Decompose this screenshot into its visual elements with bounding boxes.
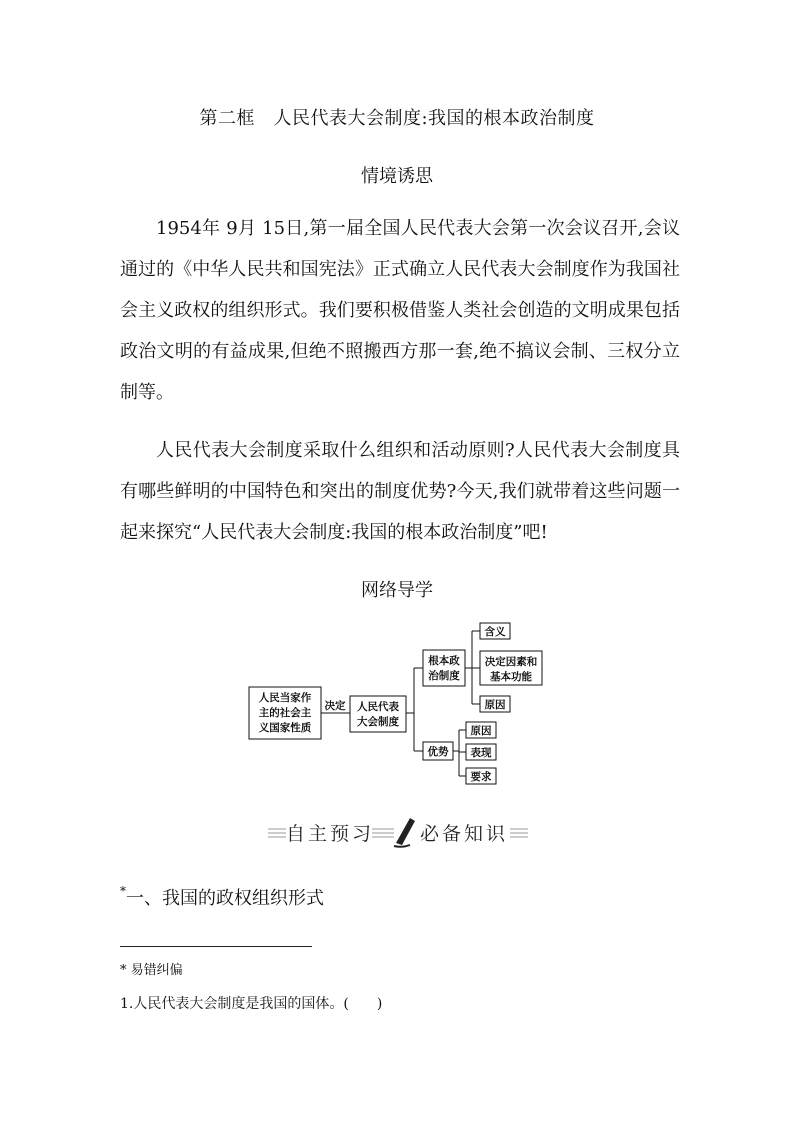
center-line-2: 大会制度 (357, 716, 399, 728)
footnote-divider (120, 946, 312, 947)
decides-label: 决定 (324, 700, 346, 712)
leaf-requirement: 要求 (470, 771, 492, 783)
guide-heading: 网络导学 (361, 580, 433, 601)
knowledge-network-diagram (240, 618, 560, 788)
center-line-1: 人民代表 (357, 701, 399, 713)
banner-right-text: 必备知识 (419, 823, 509, 845)
banner-left-text: 自主预习 (285, 823, 375, 845)
leaf-meaning: 含义 (484, 626, 506, 638)
pen-icon (394, 818, 415, 847)
scenario-paragraph-1: 1954年 9月 15日,第一届全国人民代表大会第一次会议召开,会议通过的《中华人民共和国宪法》正式确立人民代表大会制度作为我国社会主义政权的组织形式。我们要积极借鉴人类社会创造的文明成果包括政治文明的有益成果,但绝不照搬西方那一套,绝不搞议会制、三权分立制等。 (120, 218, 680, 403)
leaf-factors-line-2: 基本功能 (490, 671, 532, 683)
question-1: 1.人民代表大会制度是我国的国体。( ) (120, 996, 383, 1012)
root-line-1: 人民当家作 (258, 692, 312, 704)
section-title: 一、我国的政权组织形式 (126, 888, 324, 909)
scenario-heading: 情境诱思 (361, 166, 433, 187)
scenario-paragraph-2: 人民代表大会制度采取什么组织和活动原则?人民代表大会制度具有哪些鲜明的中国特色和突出的制度优势?今天,我们就带着这些问题一起来探究“人民代表大会制度:我国的根本政治制度”吧! (120, 440, 680, 543)
branch1-line-1: 根本政 (428, 655, 460, 667)
page-title: 第二框 人民代表大会制度:我国的根本政治制度 (199, 108, 595, 129)
root-line-3: 义国家性质 (258, 722, 312, 734)
leaf-factors-line-1: 决定因素和 (484, 656, 538, 668)
section-marker: * (120, 884, 126, 898)
branch1-line-2: 治制度 (428, 670, 460, 682)
section-heading (120, 884, 324, 910)
branch2-label: 优势 (427, 746, 449, 758)
footnote: * 易错纠偏 (120, 963, 183, 978)
root-line-2: 主的社会主 (258, 707, 312, 719)
leaf-reason-1: 原因 (484, 699, 506, 711)
leaf-reason-2: 原因 (470, 725, 492, 737)
leaf-performance: 表现 (470, 747, 492, 759)
section-banner (268, 812, 528, 852)
